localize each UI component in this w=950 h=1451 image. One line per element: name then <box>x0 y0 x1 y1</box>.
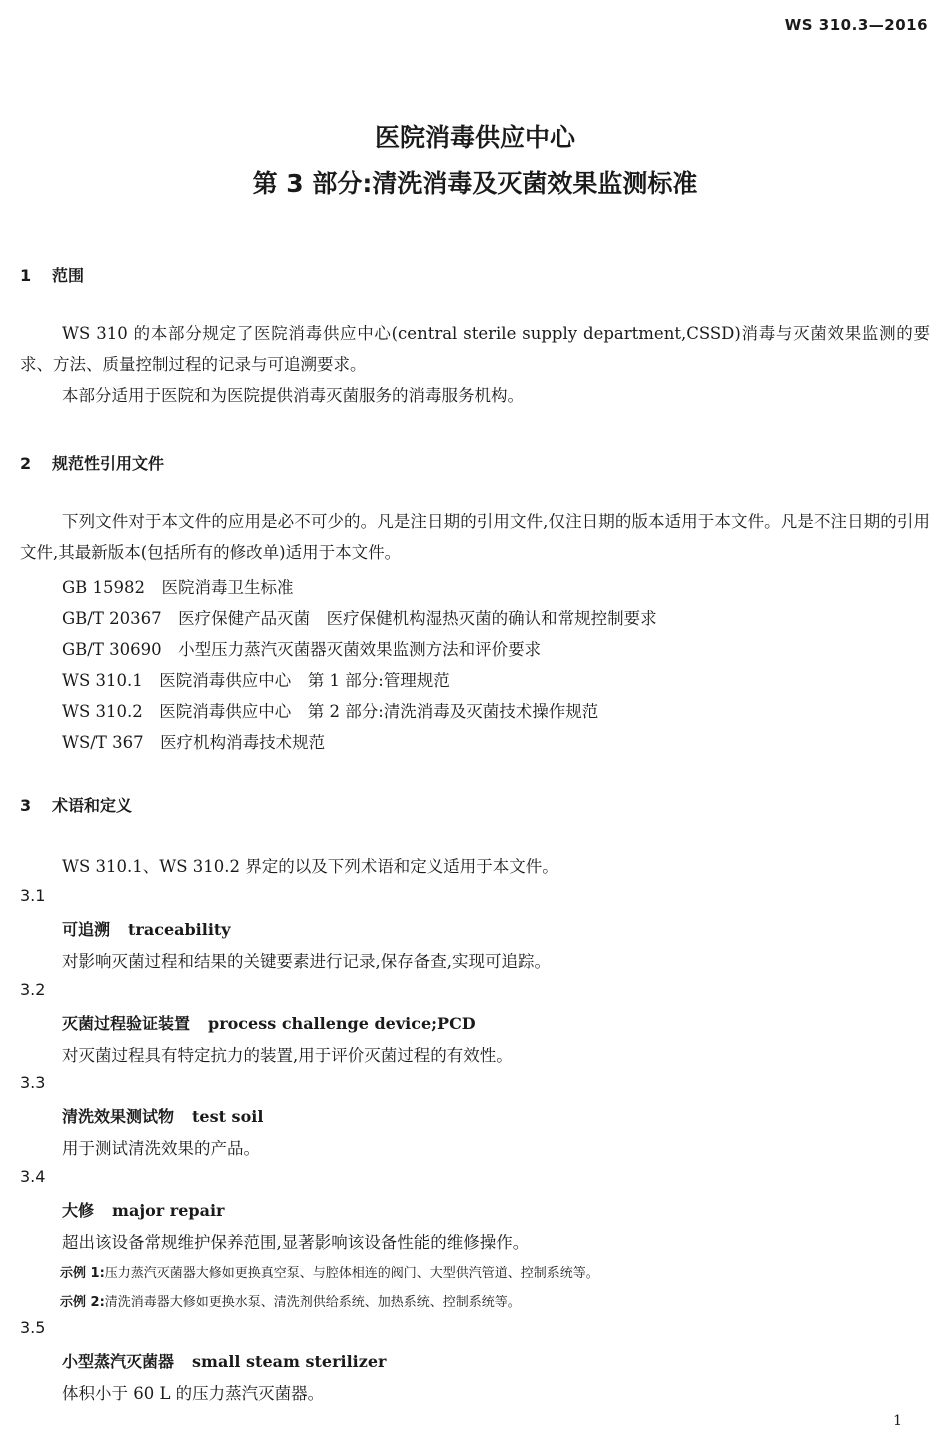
standard-number: WS 310.3—2016 <box>784 16 928 34</box>
term-number: 3.4 <box>20 1167 46 1186</box>
term-number: 3.5 <box>20 1318 46 1337</box>
term-title <box>62 1011 476 1034</box>
term-zh: 大修 <box>62 1201 95 1220</box>
term-en: process challenge device;PCD <box>208 1014 476 1033</box>
document-title-line2: 第 3 部分:清洗消毒及灭菌效果监测标准 <box>252 169 698 198</box>
paragraph-normative-refs: 下列文件对于本文件的应用是必不可少的。凡是注日期的引用文件,仅注日期的版本适用于本文件。凡是不注日期的引用文件,其最新版本(包括所有的修改单)适用于本文件。 <box>20 512 930 562</box>
page-number: 1 <box>893 1413 902 1429</box>
section-number: 2 <box>20 454 32 473</box>
term-number: 3.2 <box>20 980 46 999</box>
example-text: 清洗消毒器大修如更换水泵、清洗剂供给系统、加热系统、控制系统等。 <box>104 1295 521 1310</box>
reference-item: GB 15982 医院消毒卫生标准 <box>62 578 294 597</box>
term-zh: 小型蒸汽灭菌器 <box>62 1352 175 1371</box>
reference-item: GB/T 20367 医疗保健产品灭菌 医疗保健机构湿热灭菌的确认和常规控制要求 <box>62 609 657 628</box>
reference-item: WS/T 367 医疗机构消毒技术规范 <box>62 733 326 752</box>
term-en: small steam sterilizer <box>192 1352 387 1371</box>
term-definition: 用于测试清洗效果的产品。 <box>62 1139 260 1158</box>
document-title-line1: 医院消毒供应中心 <box>374 123 575 152</box>
section-title: 范围 <box>52 266 85 285</box>
term-title <box>62 917 231 940</box>
term-definition: 超出该设备常规维护保养范围,显著影响该设备性能的维修操作。 <box>62 1233 530 1252</box>
term-en: major repair <box>112 1201 225 1220</box>
terms-intro: WS 310.1、WS 310.2 界定的以及下列术语和定义适用于本文件。 <box>62 857 559 876</box>
example-label: 示例 1: <box>60 1266 105 1281</box>
term-zh: 可追溯 <box>62 920 111 939</box>
section-heading-1 <box>20 263 84 286</box>
reference-item: WS 310.2 医院消毒供应中心 第 2 部分:清洗消毒及灭菌技术操作规范 <box>62 702 599 721</box>
term-number: 3.3 <box>20 1073 46 1092</box>
paragraph-scope-1: WS 310 的本部分规定了医院消毒供应中心(central sterile supply department,CSSD)消毒与灭菌效果监测的要求、方法、质量控制过程的记录与可追溯要求。 <box>20 324 930 374</box>
example-label: 示例 2: <box>60 1295 105 1310</box>
term-title <box>62 1349 386 1372</box>
section-number: 1 <box>20 266 32 285</box>
term-number: 3.1 <box>20 886 46 905</box>
section-heading-2 <box>20 451 164 474</box>
term-definition: 对灭菌过程具有特定抗力的装置,用于评价灭菌过程的有效性。 <box>62 1046 513 1065</box>
section-number: 3 <box>20 796 32 815</box>
term-zh: 清洗效果测试物 <box>62 1107 175 1126</box>
example-note <box>60 1291 521 1310</box>
reference-item: GB/T 30690 小型压力蒸汽灭菌器灭菌效果监测方法和评价要求 <box>62 640 542 659</box>
section-title: 规范性引用文件 <box>52 454 165 473</box>
paragraph-scope-2: 本部分适用于医院和为医院提供消毒灭菌服务的消毒服务机构。 <box>62 386 524 405</box>
term-zh: 灭菌过程验证装置 <box>62 1014 191 1033</box>
term-title <box>62 1104 263 1127</box>
term-definition: 对影响灭菌过程和结果的关键要素进行记录,保存备查,实现可追踪。 <box>62 952 551 971</box>
reference-item: WS 310.1 医院消毒供应中心 第 1 部分:管理规范 <box>62 671 450 690</box>
term-en: traceability <box>128 920 231 939</box>
example-note <box>60 1262 599 1281</box>
term-title <box>62 1198 224 1221</box>
section-title: 术语和定义 <box>52 796 133 815</box>
section-heading-3 <box>20 793 132 816</box>
term-definition: 体积小于 60 L 的压力蒸汽灭菌器。 <box>62 1384 325 1403</box>
term-en: test soil <box>192 1107 264 1126</box>
example-text: 压力蒸汽灭菌器大修如更换真空泵、与腔体相连的阀门、大型供汽管道、控制系统等。 <box>104 1266 599 1281</box>
